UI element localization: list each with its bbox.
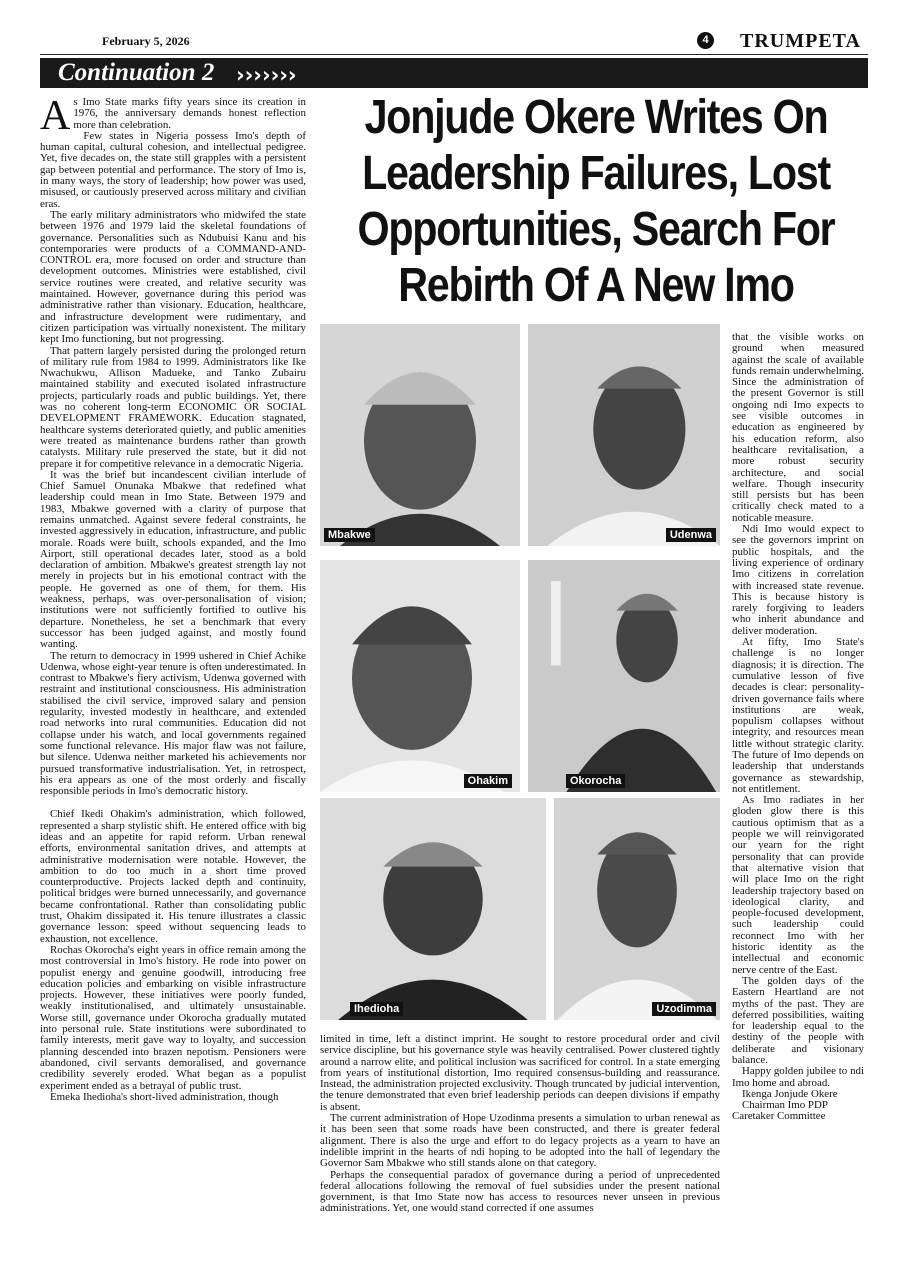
paragraph: The golden days of the Eastern Heartland are not myths of the past. They are deferred possibilities, waiting for leadership equal to the destiny of the people with deliberate and visionary balance. xyxy=(732,974,864,1066)
paragraph: Rochas Okorocha's eight years in office remain among the most controversial in Imo's history. He rode into power on populist energy and genuine goodwill, introducing free education policies and embarking on visible infrastructure projects. However, these initiatives were poorly funded, weakly institutionalised, and ultimately unsustainable. Worse still, governance under Okorocha gradually mutated into personal rule. State institutions were subordinated to family interests, merit gave way to loyalty, and succession planning descended into brazen nepotism. Pensioners were abandoned, civil servants demoralised, and governance credibility severely eroded. What began as a populist experiment ended as a betrayal of public trust. xyxy=(40,943,306,1092)
article-column-4 xyxy=(732,332,864,1242)
paragraph: As Imo radiates in her gloden glow there is this cautious optimism that as a people we will reinvigorated our yearn for the right personality that can provide that alternative vision that will place Imo on the right leadership trajectory based on ideological clarity, and people-focused development, such leadership could reconnect Imo with her historic identity as the intellectual and economic nerve centre of the East. xyxy=(732,794,864,976)
photo-mbakwe xyxy=(320,324,520,546)
signature-committee: Caretaker Committee xyxy=(732,1110,826,1123)
portrait-cap-icon xyxy=(528,560,720,792)
paragraph: that the visible works on ground when measured against the scale of available funds remain underwhelming. Since the administration of the present Governor is still ongoing ndi Imo expects to see visible outcomes in education as engineered by his education reform, also healthcare revitalisation, a more robust security architecture, and social welfare. Though insecurity still persists but has been critically check mated to a noticable measure. xyxy=(732,332,864,524)
paragraph: Emeka Ihedioha's short-lived administration, though xyxy=(50,1090,279,1103)
drop-cap: A xyxy=(40,97,71,139)
paragraph: Perhaps the consequential paradox of governance during a period of unprecedented federal allocations following the removal of fuel subsidies under the present national government, is that Imo State now has access to resources never unseen in previous administrations. Yet, one would stand corrected if one assumes xyxy=(320,1168,720,1215)
article-bottom-block xyxy=(320,1034,720,1234)
page-number: 4 xyxy=(697,32,714,49)
headline: Jonjude Okere Writes On Leadership Failures, Lost Opportunities, Search For Rebirth Of A New Imo xyxy=(357,91,835,312)
photo-caption: Ohakim xyxy=(464,774,512,788)
section-band xyxy=(40,58,868,88)
photo-ohakim xyxy=(320,560,520,792)
photo-ihedioha xyxy=(320,798,546,1020)
portrait-cap-icon xyxy=(320,798,546,1020)
portrait-cap-icon xyxy=(528,324,720,546)
paragraph: The current administration of Hope Uzodinma presents a simulation to urban renewal as it has been seen that some roads have been constructed, and there is greater federal alignment. There is also the urge and effort to do legacy projects as a yearn to have an indelible imprint in the hearts of ndi hoping to be adopted into the hall of legendary the Governor Sam Mbakwe who still stands alone on that category. xyxy=(320,1112,720,1170)
signature-name: Ikenga Jonjude Okere xyxy=(742,1087,838,1100)
paragraph: Ndi Imo would expect to see the governors imprint on public hospitals, and the living experience of ordinary Imo citizens in correlation with increased state revenue. This is because history is rarely forgiving to leaders who inherit abundance and deliver moderation. xyxy=(732,523,864,637)
portrait-cap-icon xyxy=(554,798,720,1020)
paragraph: limited in time, left a distinct imprint. He sought to restore procedural order and civil service discipline, but his governance style was heavily centralised. Power clustered tightly around a narrow elite, and political inclusion was sacrificed for control. In a state emerging from years of institutional distortion, Imo required consensus-building and reassurance. Instead, the administration projected exclusivity. Though truncated by judicial intervention, the tenure demonstrated that even brief leadership periods can deepen divisions if empathy is absent. xyxy=(320,1034,720,1113)
paragraph: Chief Ikedi Ohakim's administration, which followed, represented a sharp stylistic shift. He entered office with big ideas and an appetite for rapid reform. Urban renewal efforts, environmental sanitation drives, and attempts at administrative modernisation were notable. However, the ambition to do too much in a short time proved counterproductive. Projects lacked depth and continuity, political bridges were burned unnecessarily, and governance became confrontational. Rather than consolidating public trust, Ohakim dissipated it. His tenure illustrates a classic governance lesson: speed without sequencing leads to exhaustion, not excellence. xyxy=(40,808,306,945)
paragraph: At fifty, Imo State's challenge is no longer diagnosis; it is direction. The cumulative lesson of five decades is clear: personality-driven governance fails where institutions are weak, populism collapses without integrity, and resources mean little without strategic clarity. The future of Imo depends on leadership that understands governance as stewardship, not entitlement. xyxy=(732,636,864,795)
paragraph: Happy golden jubilee to ndi Imo home and abroad. xyxy=(732,1065,864,1089)
lead-paragraph xyxy=(40,97,306,139)
paragraph: It was the brief but incandescent civilian interlude of Chief Samuel Onunaka Mbakwe that redefined what leadership could mean in Imo State. Between 1979 and 1983, Mbakwe governed with a clarity of purpose that remains unmatched. Against severe federal constraints, he invested aggressively in education, infrastructure, and public morale. Roads were built, schools expanded, and the Imo Airport, still operational decades later, stood as a bold declaration of ambition. Mbakwe's greatest strength lay not merely in projects but in his emotional contract with the people. He governed as one of them, for them. His weakness, perhaps, was over-personalisation of vision; institutions were not sufficiently fortified to outlive his departure. Nonetheless, he set a benchmark that every successor has been judged against, and mostly found wanting. xyxy=(40,468,306,651)
section-label: Continuation 2 xyxy=(58,59,215,86)
paragraph: The return to democracy in 1999 ushered in Chief Achike Udenwa, whose eight-year tenure is often underestimated. In contrast to Mbakwe's fiery activism, Udenwa governed with restraint and institutional consciousness. His administration stabilised the civil service, improved salary and pension regularity, invested modestly in healthcare, and extended road networks into rural communities. Education did not collapse under his watch, and local governments regained some functional relevance. His major flaw was not failure, but silence. Udenwa neither marketed his achievements nor pursued transformative industrialisation. Yet, in retrospect, his era appears as one of the most orderly and fiscally responsible periods in Imo's democratic history. xyxy=(40,649,306,798)
paragraph: The early military administrators who midwifed the state between 1976 and 1979 laid the skeletal foundations of governance. Personalities such as Ndubuisi Kanu and his contemporaries were products of a COMMAND-AND-CONTROL era, more focused on order and structure than development outcomes. Ministries were established, civil service routines were created, and relative security was maintained. However, governance during this period was administrative rather than visionary. Education, healthcare, and infrastructure development were rudimentary, and citizen participation was virtually nonexistent. The military kept Imo functioning, but not progressing. xyxy=(40,208,306,346)
photo-caption: Uzodimma xyxy=(652,1002,716,1016)
photo-uzodimma xyxy=(554,798,720,1020)
photo-caption: Ihedioha xyxy=(350,1002,403,1016)
portrait-cap-icon xyxy=(320,560,520,792)
publication-name: TRUMPETA xyxy=(740,30,861,52)
photo-udenwa xyxy=(528,324,720,546)
photo-caption: Mbakwe xyxy=(324,528,375,542)
signature-title: Chairman Imo PDP xyxy=(742,1099,828,1112)
photo-caption: Okorocha xyxy=(566,774,625,788)
photo-okorocha xyxy=(528,560,720,792)
article-column-1 xyxy=(40,97,306,1233)
masthead xyxy=(40,32,868,55)
paragraph: That pattern largely persisted during the prolonged return of military rule from 1984 to 1999. Administrators like Ike Nwachukwu, Allison Madueke, and Tanko Zubairu maintained stability and executed isolated infrastructure projects, particularly roads and public buildings. Yet, there was no coherent long-term ECONOMIC OR SOCIAL DEVELOPMENT FRAMEWORK. Education stagnated, healthcare systems deteriorated quietly, and public amenities were treated as maintenance burdens rather than growth catalysts. Military rule preserved the state, but it did not prepare it for competitive relevance in a democratic Nigeria. xyxy=(40,344,306,470)
paragraph: Few states in Nigeria possess Imo's depth of human capital, cultural cohesion, and intellectual pedigree. Yet, five decades on, the state still grapples with a persistent gap between potential and performance. The story of Imo is, in many ways, the story of leadership; how power was used, misused, or cautiously preserved across military and civilian eras. xyxy=(40,129,306,210)
portrait-cap-icon xyxy=(320,324,520,546)
lead-text: s Imo State marks fifty years since its creation in 1976, the anniversary demands honest reflection more than celebration. xyxy=(73,97,306,131)
photo-caption: Udenwa xyxy=(666,528,716,542)
issue-date: February 5, 2026 xyxy=(102,34,190,48)
chevron-right-icon: ››››››› xyxy=(236,63,297,87)
